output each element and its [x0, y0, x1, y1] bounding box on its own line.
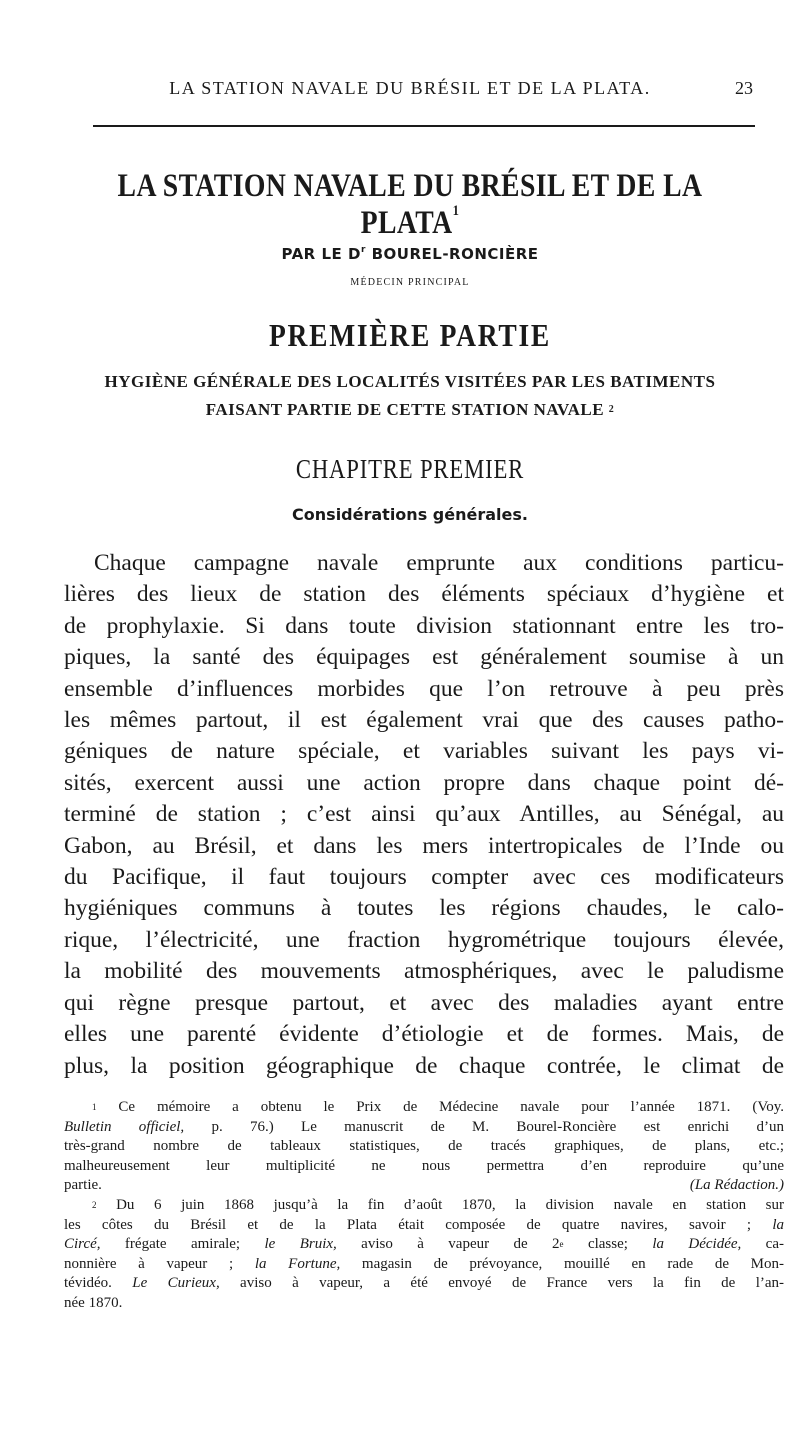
footnote-1-line: [64, 1118, 784, 1138]
article-title: [116, 168, 704, 242]
footnote-2-line: [64, 1216, 784, 1236]
footnote-2-text: aviso à vapeur, a été envoyé de France vers la fin de l’an-: [219, 1275, 785, 1292]
body-line: qui règne presque partout, et avec des maladies ayant entre: [64, 989, 784, 1016]
byline: [60, 245, 760, 263]
footnote-2-mark: 2: [92, 1199, 97, 1210]
footnote-2-ship: la Décidée,: [652, 1236, 742, 1253]
footnote-1-text: partie.: [64, 1177, 102, 1194]
footnote-1-text: Ce mémoire a obtenu le Prix de Médecine navale pour l’année 1871. (Voy.: [118, 1099, 784, 1115]
footnote-1-line: [64, 1176, 784, 1196]
footnote-2-ship: Circé,: [64, 1236, 101, 1253]
footnote-1-line: [64, 1098, 784, 1118]
body-line: sités, exercent aussi une action propre dans chaque point dé-: [64, 769, 784, 796]
body-line: rique, l’électricité, une fraction hygrométrique toujours élevée,: [64, 926, 784, 953]
header-rule: [93, 125, 755, 127]
footnote-2-ship: le Bruix,: [264, 1236, 337, 1253]
body-line: géniques de nature spéciale, et variables suivant les pays vi-: [64, 738, 784, 765]
footnote-2-text: aviso à vapeur de 2: [336, 1236, 560, 1253]
footnote-2-text: ca-: [741, 1236, 784, 1253]
body-line: ensemble d’influences morbides que l’on retrouve à peu près: [64, 675, 784, 702]
page-number: 23: [735, 78, 753, 98]
footnote-2-text: les côtes du Brésil et de la Plata était composée de quatre navires, savoir ;: [64, 1216, 773, 1233]
footnote-2-line: [64, 1255, 784, 1275]
footnote-2-text: nonnière à vapeur ;: [64, 1255, 255, 1272]
part-subtitle-line: HYGIÈNE GÉNÉRALE DES LOCALITÉS VISITÉES PAR LES BATIMENTS: [104, 372, 716, 391]
body-line: du Pacifique, il faut toujours compter avec ces modificateurs: [64, 864, 784, 891]
footnote-1-signature: (La Rédaction.): [689, 1177, 784, 1194]
title-note-mark: 1: [452, 203, 460, 219]
footnote-1-journal: Bulletin officiel,: [64, 1118, 185, 1135]
footnote-2-text: tévidéo.: [64, 1275, 133, 1292]
part-subtitle-line-text: FAISANT PARTIE DE CETTE STATION NAVALE: [205, 400, 605, 419]
part-subtitle: [70, 368, 750, 424]
body-line: la mobilité des mouvements atmosphériques, avec le paludisme: [64, 958, 784, 985]
body-line: terminé de station ; c’est ainsi qu’aux Antilles, au Sénégal, au: [64, 801, 784, 828]
byline-prefix: PAR LE D: [281, 245, 361, 263]
subtitle-note-mark: 2: [608, 404, 615, 415]
byline-sup: r: [360, 245, 366, 255]
body-paragraph: [64, 548, 784, 1082]
footnote-2-line: [64, 1274, 784, 1294]
footnote-2-text: magasin de prévoyance, mouillé en rade de Mon-: [340, 1255, 784, 1272]
body-line: hygiéniques communs à toutes les régions chaudes, le calo-: [64, 895, 784, 922]
body-line: lières des lieux de station des éléments spéciaux d’hygiène et: [64, 581, 784, 608]
chapter-subtitle: Considérations générales.: [292, 505, 528, 524]
footnote-2-line: [64, 1235, 784, 1255]
running-head: LA STATION NAVALE DU BRÉSIL ET DE LA PLATA.: [169, 78, 651, 98]
article-title-text: LA STATION NAVALE DU BRÉSIL ET DE LA PLATA: [117, 168, 703, 241]
author-name: BOUREL-RONCIÈRE: [365, 245, 539, 263]
footnote-1-line: très-grand nombre de tableaux statistiques, de tracés graphiques, de plans, etc.;: [64, 1138, 784, 1155]
footnote-1-text: p. 76.) Le manuscrit de M. Bourel-Roncière est enrichi d’un: [184, 1118, 784, 1135]
chapter-title: CHAPITRE PREMIER: [295, 454, 525, 484]
body-line: Gabon, au Brésil, et dans les mers intertropicales de l’Inde ou: [64, 832, 784, 859]
author-rank: MÉDECIN PRINCIPAL: [350, 277, 470, 288]
footnote-2-ship: Le Curieux,: [132, 1275, 220, 1292]
footnote-2-sup: e: [559, 1239, 564, 1250]
footnote-2-line: née 1870.: [64, 1294, 123, 1311]
footnote-2-text: classe;: [563, 1236, 653, 1253]
footnotes: [64, 1098, 784, 1314]
footnote-2-text: frégate amirale;: [100, 1236, 265, 1253]
part-subtitle-line-2: [70, 396, 750, 424]
body-line: les mêmes partout, il est également vrai que des causes patho-: [64, 707, 784, 734]
body-line: plus, la position géographique de chaque contrée, le climat de: [64, 1052, 784, 1079]
body-line: Chaque campagne navale emprunte aux conditions particu-: [94, 550, 784, 576]
footnote-2-ship: la: [772, 1216, 784, 1233]
body-line: de prophylaxie. Si dans toute division stationnant entre les tro-: [64, 612, 784, 639]
footnote-1-mark: 1: [92, 1102, 97, 1112]
footnote-2-ship: la Fortune,: [254, 1255, 341, 1272]
body-line: elles une parenté évidente d’étiologie et de formes. Mais, de: [64, 1021, 784, 1048]
footnote-2-line: [64, 1196, 784, 1216]
footnote-1-line: malheureusement leur multiplicité ne nous permettra d’en reproduire qu’une: [64, 1157, 784, 1174]
body-line: piques, la santé des équipages est généralement soumise à un: [64, 644, 784, 671]
footnote-2-text: Du 6 juin 1868 jusqu’à la fin d’août 1870, la division navale en station sur: [116, 1196, 784, 1213]
part-title: PREMIÈRE PARTIE: [269, 317, 551, 353]
